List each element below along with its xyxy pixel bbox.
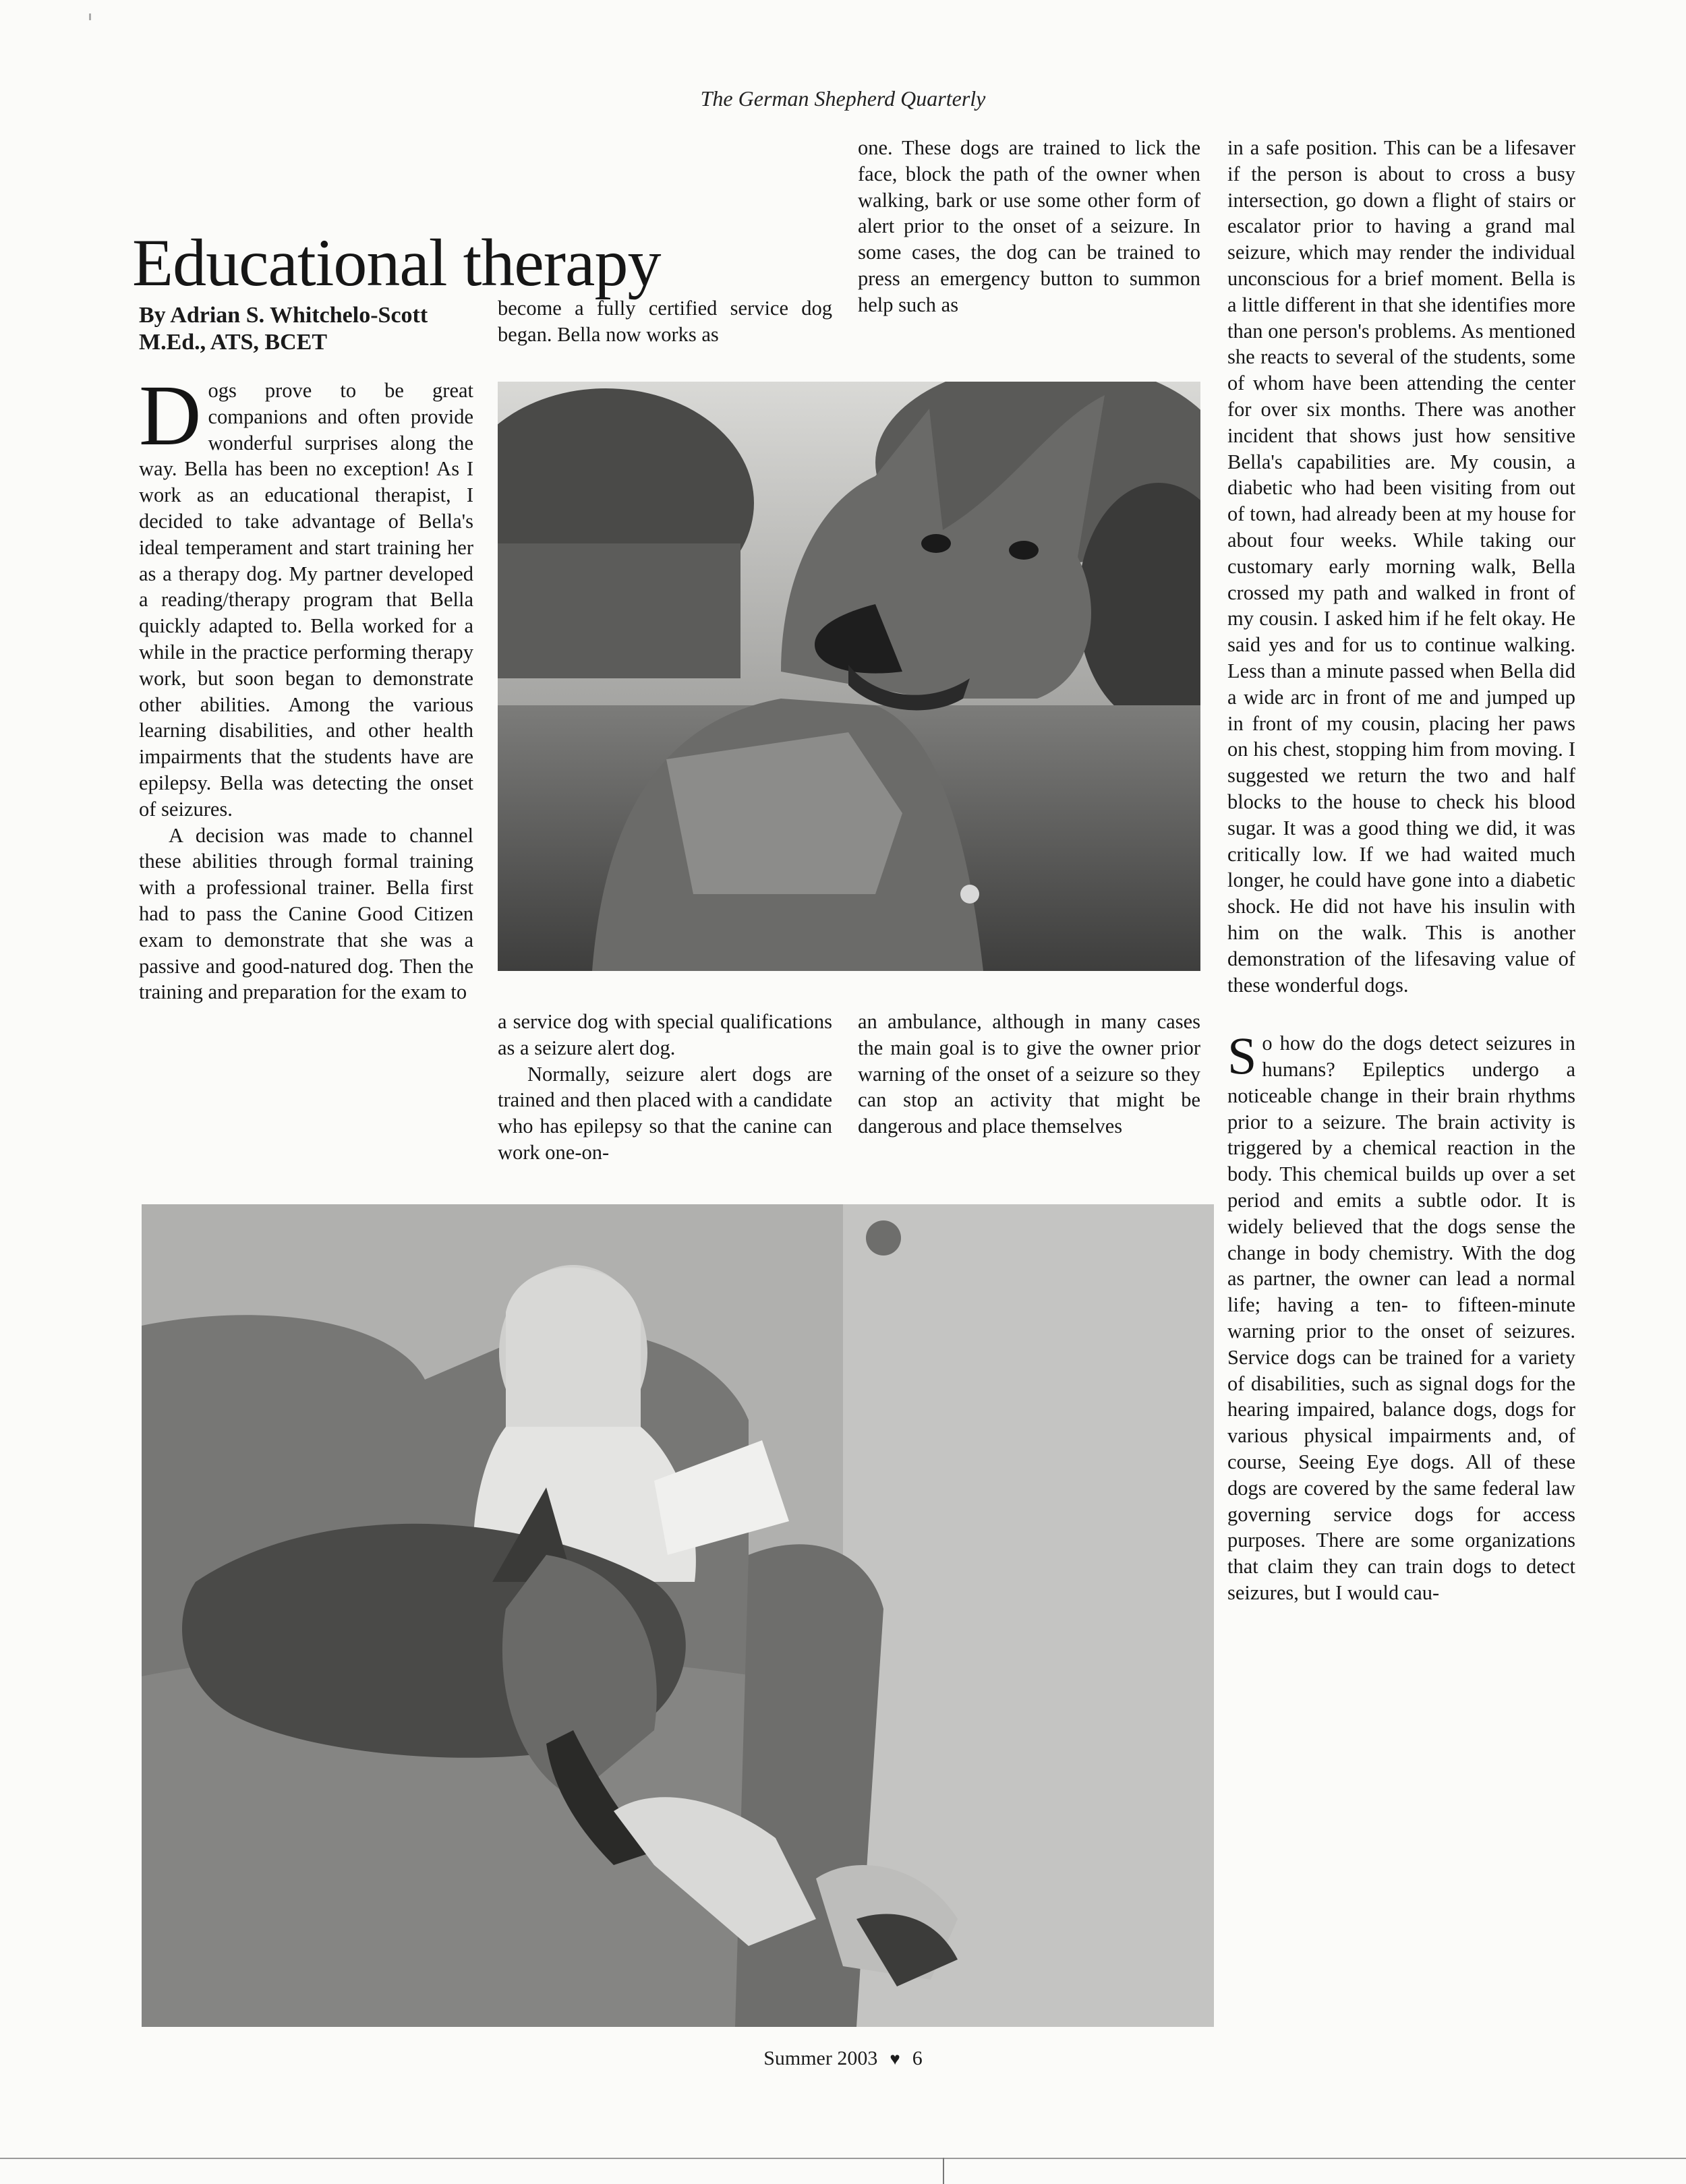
byline	[139, 302, 490, 356]
column-3-bottom	[858, 1009, 1200, 1167]
byline-author: By Adrian S. Whitchelo-Scott	[139, 303, 428, 328]
drop-cap-s: S	[1227, 1026, 1257, 1086]
column-3-top	[858, 135, 1200, 351]
column-4	[1227, 135, 1575, 2016]
photo-girl-reading-with-dog-image	[142, 1204, 1214, 2027]
scan-edge-tick	[943, 2158, 944, 2184]
running-head: The German Shepherd Quarterly	[700, 86, 986, 111]
drop-cap-d: D	[139, 378, 202, 463]
col1-paragraph-2: A decision was made to channel these abilities through formal training with a professional trainer. Bella first had to pass the Canine Good Citizen exam to demonstrate that she was a passive and good-natured dog. Then the training and preparation for the exam to	[139, 823, 473, 1004]
column-2-top	[498, 295, 832, 351]
col2-bottom-paragraph-1: a service dog with special qualifications as a seizure alert dog.	[498, 1010, 832, 1059]
scan-edge-rule	[0, 2158, 1686, 2159]
col4-paragraph-1: in a safe position. This can be a lifesaver if the person is about to cross a busy intersection, go down a flight of stairs or escalator prior to having a grand mal seizure, which may render the individual unconscious for a brief moment. Bella is a little different in that she identifies more than one person's problems. As mentioned she reacts to several of the students, some of whom have been attending the center for over six months. There was another incident that shows just how sensitive Bella's capabilities are. My cousin, a diabetic who had been visiting from out of town, had already been at my house for about four weeks. While taking our customary early morning walk, Bella crossed my path and walked in front of my cousin. I asked him if he felt okay. He said yes and for us to continue walking. Less than a minute passed when Bella did a wide arc in front of me and jumped up in front of my cousin, placing her paws on his chest, stopping him from moving. I suggested we return the two and half blocks to the house to check his blood sugar. It was a good thing we did, it was critically low. If we had waited much longer, he could have gone into a diabetic shock. He did not have his insulin with him on the walk. This is another demonstration of the lifesaving value of these wonderful dogs.	[1227, 136, 1575, 997]
page-footer	[0, 2047, 1686, 2070]
col2-bottom-paragraph-2: Normally, seizure alert dogs are trained and then placed with a candidate who has epilepsy so that the canine can work one-on-	[498, 1062, 832, 1164]
photo-dog-in-service-vest	[498, 382, 1200, 971]
column-2-bottom	[498, 1009, 832, 1167]
page-number: 6	[912, 2047, 923, 2069]
issue-season: Summer 2003	[763, 2047, 878, 2069]
photo-girl-reading-with-dog	[142, 1204, 1214, 2027]
col4-paragraph-2: So how do the dogs detect seizures in humans? Epileptics undergo a noticeable change in their brain rhythms prior to a seizure. The brain activity is triggered by a chemical reaction in the body. This chemical builds up over a set period and emits a subtle odor. It is widely believed that the dogs sense the change in body chemistry. With the dog as partner, the owner can lead a normal life; having a ten- to fifteen-minute warning prior to the onset of seizures. Service dogs can be trained for a variety of disabilities, such as signal dogs for the hearing impaired, balance dogs, dogs for various physical impairments and, of course, Seeing Eye dogs. All of these dogs are covered by the same federal law governing service dogs for access purposes. There are some organizations that claim they can train dogs to detect seizures, but I would cau-	[1227, 1026, 1575, 1605]
byline-credentials: M.Ed., ATS, BCET	[139, 330, 328, 355]
section-spacer	[1227, 998, 1575, 1030]
col1-paragraph-1: Dogs prove to be great companions and often provide wonderful surprises along the way. Bella has been no exception! As I work as an educational therapist, I decided to take advantage of Bella's ideal temperament and start training her as a therapy dog. My partner developed a reading/therapy program that Bella quickly adapted to. Bella worked for a while in the practice performing therapy work, but soon began to demonstrate other abilities. Among the various learning disabilities, and other health impairments that the students have are epilepsy. Bella was detecting the onset of seizures.	[139, 378, 473, 823]
scan-mark	[89, 13, 91, 20]
photo-dog-in-service-vest-image	[498, 382, 1200, 971]
col3-top-text: one. These dogs are trained to lick the face, block the path of the owner when walking, bark or use some other form of alert prior to the onset of a seizure. In some cases, the dog can be trained to press an emergency button to summon help such as	[858, 136, 1200, 316]
col3-bottom-text: an ambulance, although in many cases the main goal is to give the owner prior warning of the onset of a seizure so they can stop an activity that might be dangerous and place themselves	[858, 1010, 1200, 1138]
col2-top-text: become a fully certified service dog began. Bella now works as	[498, 297, 832, 346]
article-headline: Educational therapy	[132, 225, 661, 300]
column-1	[139, 378, 473, 1167]
heart-icon: ♥	[890, 2049, 900, 2069]
